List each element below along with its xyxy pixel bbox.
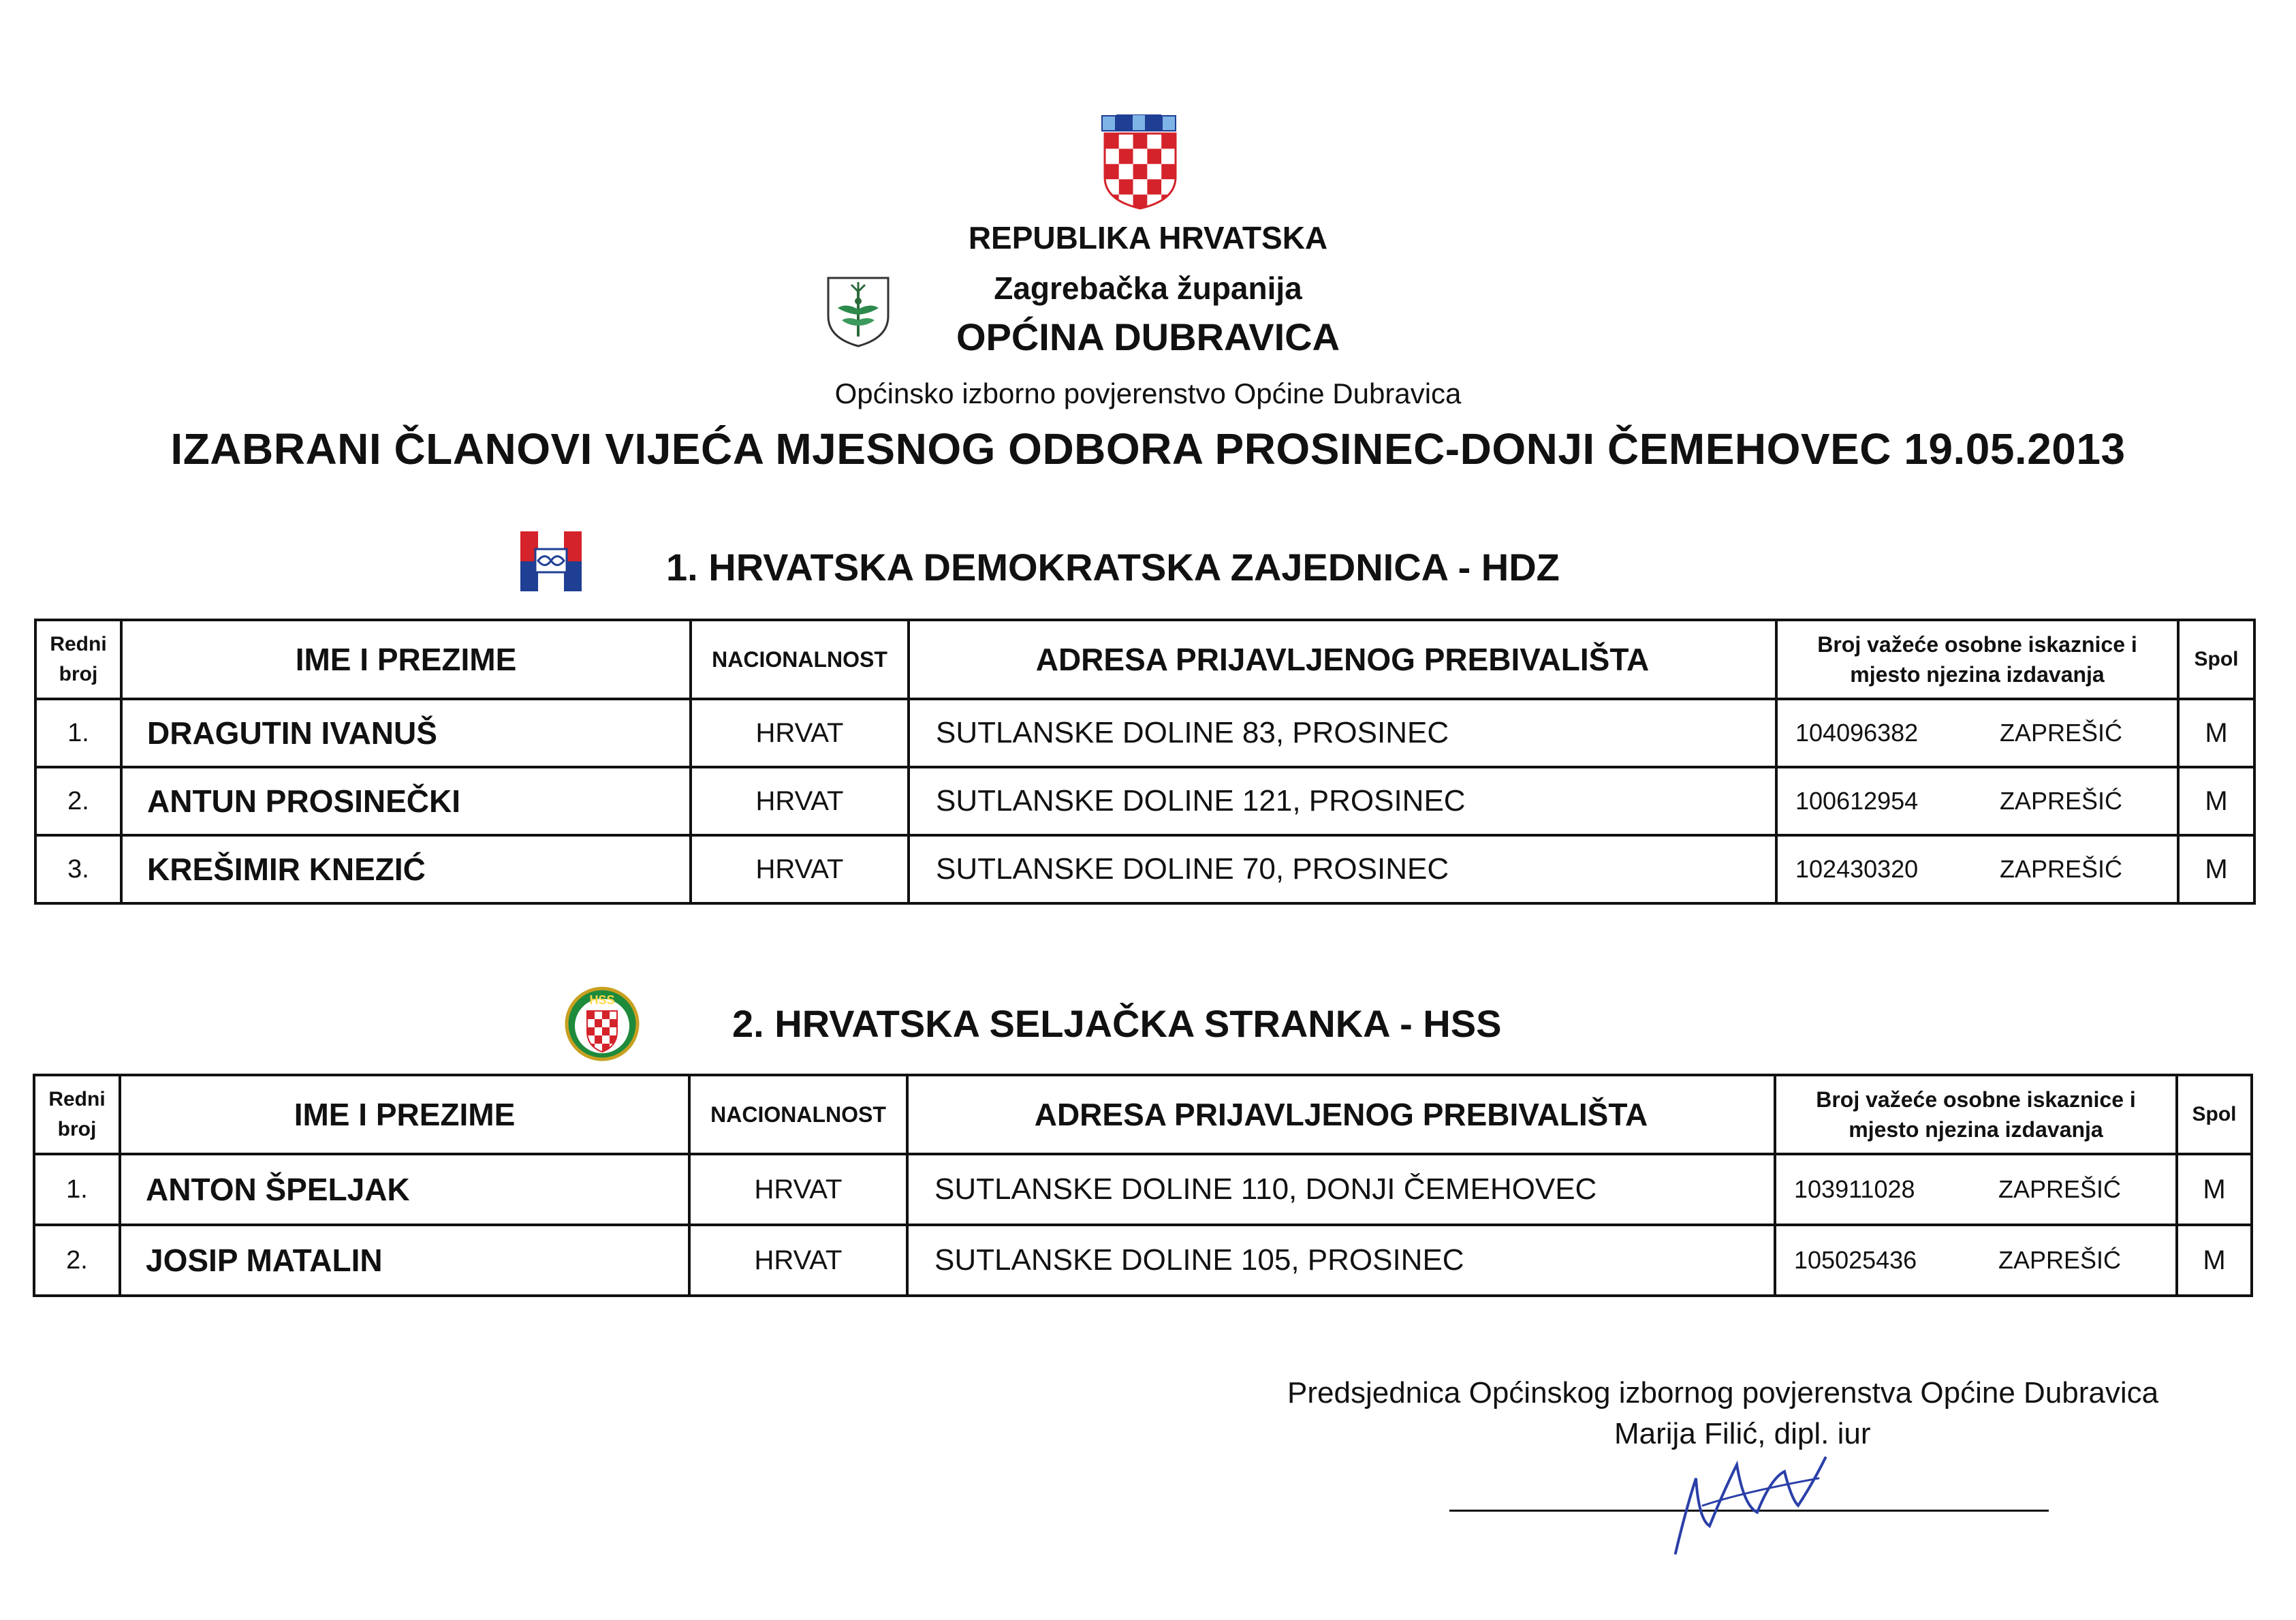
member-nationality: HRVAT — [689, 1225, 907, 1296]
id-place: ZAPREŠIĆ — [1998, 1246, 2122, 1274]
member-address: SUTLANSKE DOLINE 105, PROSINEC — [907, 1225, 1775, 1296]
county-name: Zagrebačka županija — [994, 270, 1302, 306]
checker-square — [1133, 179, 1148, 194]
party-title-hss: 2. HRVATSKA SELJAČKA STRANKA - HSS — [732, 1002, 1502, 1045]
hss-members-table — [33, 1074, 2253, 1297]
checker-square — [610, 1011, 617, 1019]
checker-square — [1147, 179, 1161, 194]
column-header-name: IME I PREZIME — [121, 620, 691, 699]
row-number: 2. — [35, 767, 121, 835]
checker-square — [602, 1011, 610, 1019]
checker-square — [1147, 134, 1161, 149]
column-header-id: Broj važeće osobne iskaznice i mjesto njezina izdavanja — [1775, 1075, 2177, 1154]
member-address: SUTLANSKE DOLINE 121, PROSINEC — [909, 767, 1776, 835]
member-sex: M — [2178, 767, 2254, 835]
member-sex: M — [2177, 1225, 2252, 1296]
id-number: 105025436 — [1794, 1246, 1917, 1274]
row-number: 3. — [35, 835, 121, 903]
checker-square — [1105, 164, 1119, 179]
croatian-coat-of-arms-icon — [1098, 114, 1182, 210]
member-sex: M — [2177, 1154, 2252, 1225]
checker-square — [1161, 134, 1176, 149]
checker-square — [587, 1011, 595, 1019]
id-place: ZAPREŠIĆ — [2000, 787, 2123, 815]
country-name: REPUBLIKA HRVATSKA — [968, 220, 1328, 255]
handwritten-signature-icon — [1662, 1437, 1839, 1560]
checker-square — [1161, 164, 1176, 179]
commission-name: Općinsko izborno povjerenstvo Općine Dubravica — [834, 377, 1462, 409]
id-place: ZAPREŠIĆ — [1998, 1175, 2122, 1203]
checker-square — [1105, 195, 1119, 210]
member-name: KREŠIMIR KNEZIĆ — [121, 835, 691, 903]
member-sex: M — [2178, 699, 2254, 767]
member-nationality: HRVAT — [691, 835, 909, 903]
member-name: DRAGUTIN IVANUŠ — [121, 699, 691, 767]
id-number: 104096382 — [1795, 719, 1919, 747]
column-header-sex: Spol — [2177, 1075, 2252, 1154]
signatory-title: Predsjednica Općinskog izbornog povjerenstva Općine Dubravica — [1287, 1376, 2159, 1409]
checker-square — [1161, 195, 1176, 210]
page-title: IZABRANI ČLANOVI VIJEĆA MJESNOG ODBORA PROSINEC-DONJI ČEMEHOVEC 19.05.2013 — [170, 424, 2126, 473]
member-id — [1776, 699, 2178, 767]
checker-square — [595, 1019, 602, 1027]
svg-text:HSS: HSS — [589, 993, 615, 1007]
checker-square — [595, 1027, 602, 1035]
hss-logo-icon — [564, 984, 640, 1064]
checker-square — [1105, 134, 1119, 149]
checker-square — [1133, 149, 1148, 163]
id-number: 102430320 — [1795, 855, 1919, 883]
member-name: ANTON ŠPELJAK — [120, 1154, 689, 1225]
municipality-name: OPĆINA DUBRAVICA — [956, 315, 1340, 358]
checker-square — [602, 1027, 610, 1035]
checker-square — [1119, 164, 1133, 179]
member-address: SUTLANSKE DOLINE 110, DONJI ČEMEHOVEC — [907, 1154, 1775, 1225]
row-number: 1. — [34, 1154, 120, 1225]
table-header-row — [34, 1075, 2252, 1154]
member-id — [1775, 1225, 2177, 1296]
column-header-id: Broj važeće osobne iskaznice i mjesto njezina izdavanja — [1776, 620, 2178, 699]
checker-square — [1119, 149, 1133, 163]
hdz-members-table — [34, 619, 2256, 905]
hdz-logo-icon — [519, 530, 583, 593]
checker-square — [587, 1027, 595, 1035]
column-header-no: Redni broj — [35, 620, 121, 699]
checker-square — [1133, 134, 1148, 149]
column-header-address: ADRESA PRIJAVLJENOG PREBIVALIŠTA — [907, 1075, 1775, 1154]
column-header-no: Redni broj — [34, 1075, 120, 1154]
checker-square — [610, 1019, 617, 1027]
table-row — [34, 1225, 2252, 1296]
member-nationality: HRVAT — [691, 767, 909, 835]
member-name: JOSIP MATALIN — [120, 1225, 689, 1296]
member-address: SUTLANSKE DOLINE 83, PROSINEC — [909, 699, 1776, 767]
checker-square — [602, 1035, 610, 1044]
checker-square — [1147, 149, 1161, 163]
table-row — [34, 1154, 2252, 1225]
checker-square — [1147, 164, 1161, 179]
member-address: SUTLANSKE DOLINE 70, PROSINEC — [909, 835, 1776, 903]
table-row — [35, 767, 2254, 835]
member-id — [1776, 767, 2178, 835]
column-header-nationality: NACIONALNOST — [689, 1075, 907, 1154]
row-number: 1. — [35, 699, 121, 767]
checker-square — [602, 1019, 610, 1027]
party-title-hdz: 1. HRVATSKA DEMOKRATSKA ZAJEDNICA - HDZ — [666, 546, 1560, 589]
signatory-name: Marija Filić, dipl. iur — [1614, 1417, 1871, 1450]
id-place: ZAPREŠIĆ — [2000, 719, 2123, 747]
member-nationality: HRVAT — [691, 699, 909, 767]
member-name: ANTUN PROSINEČKI — [121, 767, 691, 835]
column-header-name: IME I PREZIME — [120, 1075, 689, 1154]
checker-square — [587, 1019, 595, 1027]
column-header-nationality: NACIONALNOST — [691, 620, 909, 699]
id-number: 100612954 — [1795, 787, 1919, 815]
id-number: 103911028 — [1794, 1175, 1915, 1203]
checker-square — [1119, 134, 1133, 149]
column-header-sex: Spol — [2178, 620, 2254, 699]
member-nationality: HRVAT — [689, 1154, 907, 1225]
column-header-address: ADRESA PRIJAVLJENOG PREBIVALIŠTA — [909, 620, 1776, 699]
member-id — [1776, 835, 2178, 903]
table-row — [35, 699, 2254, 767]
checker-square — [1119, 179, 1133, 194]
checker-square — [595, 1035, 602, 1044]
checker-square — [610, 1027, 617, 1035]
checker-square — [1161, 149, 1176, 163]
member-id — [1775, 1154, 2177, 1225]
table-row — [35, 835, 2254, 903]
checker-square — [1105, 149, 1119, 163]
table-header-row — [35, 620, 2254, 699]
row-number: 2. — [34, 1225, 120, 1296]
member-sex: M — [2178, 835, 2254, 903]
id-place: ZAPREŠIĆ — [2000, 855, 2123, 883]
checker-square — [595, 1011, 602, 1019]
checker-square — [1133, 164, 1148, 179]
